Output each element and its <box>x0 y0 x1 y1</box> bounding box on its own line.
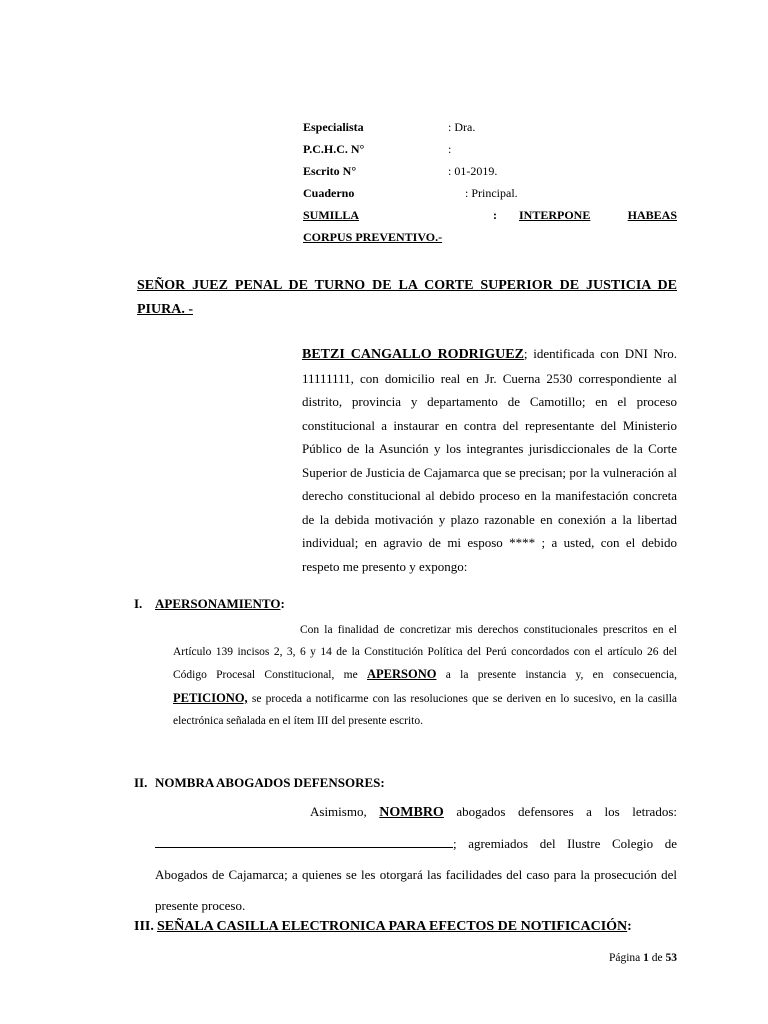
page-footer <box>580 952 677 964</box>
cuaderno-label: Cuaderno <box>303 186 355 200</box>
especialista-label: Especialista <box>303 120 364 134</box>
intro-paragraph <box>302 342 677 578</box>
page-total: 53 <box>665 952 677 964</box>
section-1-title <box>134 596 285 612</box>
sumilla-row <box>303 208 677 230</box>
section-2-number: II. <box>134 775 148 790</box>
section-3-colon: : <box>627 919 632 934</box>
of-word: de <box>651 952 663 964</box>
section-1-text-a: Con la finalidad de concretizar mis derechos constitucionales prescritos en el Artículo 139 incisos 2, 3, 6 y 14 de la Constitución Política del Perú concordados con el artículo 26 del Código Procesal Constitucional, me <box>173 624 677 682</box>
section-3-title <box>134 919 632 935</box>
pchc-value: : <box>448 142 452 156</box>
section-1-text-b: a la presente instancia y, en consecuencia, <box>436 669 677 682</box>
section-2-colon: : <box>380 775 385 790</box>
sumilla-colon: : <box>493 208 497 222</box>
lawyer-name-blank-line <box>155 835 453 848</box>
peticiono-keyword: PETICIONO, <box>173 690 248 705</box>
petitioner-name: BETZI CANGALLO RODRIGUEZ <box>302 347 524 362</box>
section-1-text-c: se proceda a notificarme con las resoluciones que se deriven en lo sucesivo, en la casilla electrónica señalada en el ítem III del presente escrito. <box>173 692 677 727</box>
escrito-value: : 01-2019. <box>448 164 498 178</box>
section-2-text-a: Asimismo, <box>310 804 380 819</box>
escrito-row <box>303 164 677 186</box>
section-3-title-text: SEÑALA CASILLA ELECTRONICA PARA EFECTOS DE NOTIFICACIÓN <box>157 919 628 934</box>
section-2-text-b: abogados defensores a los letrados: <box>443 804 677 819</box>
cuaderno-value: : Principal. <box>465 186 518 200</box>
cuaderno-row <box>303 186 677 208</box>
escrito-label: Escrito N° <box>303 164 357 178</box>
section-1-number: I. <box>134 596 143 611</box>
section-2-title <box>134 775 385 791</box>
sumilla-row-2 <box>303 230 677 252</box>
case-header <box>303 120 677 252</box>
especialista-row <box>303 120 677 142</box>
section-1-body <box>173 619 677 732</box>
section-2-title-text: NOMBRA ABOGADOS DEFENSORES <box>155 775 381 790</box>
section-1-colon: : <box>280 596 285 611</box>
pchc-label: P.C.H.C. N° <box>303 142 365 156</box>
section-3-number: III. <box>134 919 154 934</box>
addressee-heading: SEÑOR JUEZ PENAL DE TURNO DE LA CORTE SUPERIOR DE JUSTICIA DE PIURA. - <box>137 278 677 317</box>
sumilla-word-1: INTERPONE <box>519 208 591 222</box>
page-word: Página <box>608 952 641 964</box>
sumilla-word-2: HABEAS <box>627 208 677 222</box>
section-1-title-text: APERSONAMIENTO <box>155 596 281 611</box>
page-number: 1 <box>643 952 649 964</box>
nombro-keyword: NOMBRO <box>379 805 444 820</box>
pchc-row <box>303 142 677 164</box>
section-2-text-c: ; agremiados del Ilustre Colegio de Abogados de Cajamarca; a quienes se les otorgará las facilidades del caso para la prosecución del presente proceso. <box>155 836 677 913</box>
section-2-body <box>155 796 677 921</box>
intro-text: ; identificada con DNI Nro. 11111111, con domicilio real en Jr. Cuerna 2530 correspondiente al distrito, provincia y departamento de Camotillo; en el proceso constitucional a instaurar en contra del representante del Ministerio Público de la Asunción y los integrantes jurisdiccionales de la Corte Superior de Justicia de Cajamarca que se precisan; por la vulneración al derecho constitucional al debido proceso en la manifestación concreta de la debida motivación y plazo razonable en conexión a la libertad individual; en agravio de mi esposo **** ; a usted, con el debido respeto me presento y expongo: <box>302 346 677 574</box>
sumilla-line-2: CORPUS PREVENTIVO.- <box>303 230 443 244</box>
especialista-value: : Dra. <box>448 120 476 134</box>
apersono-keyword: APERSONO <box>367 667 437 682</box>
sumilla-label: SUMILLA <box>303 208 360 222</box>
